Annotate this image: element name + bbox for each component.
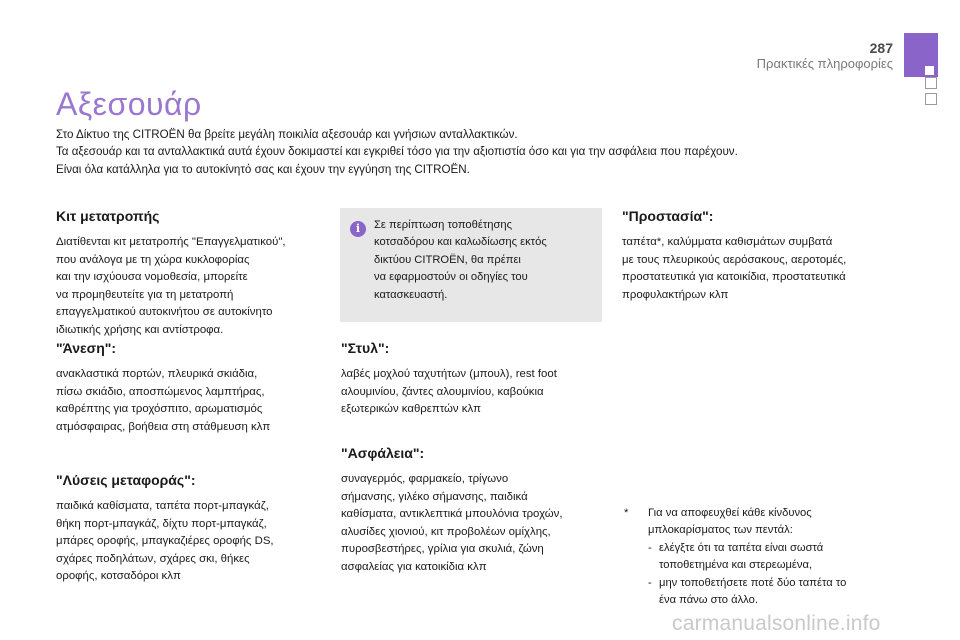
footnote-asterisk: * — [624, 507, 629, 519]
intro-line: Είναι όλα κατάλληλα για το αυτοκίνητό σας και έχουν την εγγύηση της CITROËN. — [56, 162, 470, 176]
body-line: θήκη πορτ-μπαγκάζ, δίχτυ πορτ-μπαγκάζ, — [56, 517, 267, 530]
note-line: να εφαρμοστούν οι οδηγίες του — [374, 271, 528, 284]
body-line: σχάρες ποδηλάτων, σχάρες σκι, θήκες — [56, 552, 250, 565]
section-heading: "Λύσεις μεταφοράς": — [56, 472, 196, 488]
section-body — [56, 366, 321, 436]
body-line: ασφαλείας για κατοικίδια κλπ — [341, 560, 487, 573]
section-protection — [622, 208, 892, 304]
body-line: καθρέπτης για τροχόσπιτο, αρωματισμός — [56, 403, 263, 416]
body-line: που ανάλογα με τη χώρα κυκλοφορίας — [56, 253, 250, 266]
footnote-intro — [624, 505, 894, 522]
info-note-box — [340, 208, 602, 322]
page-title: Αξεσουάρ — [56, 86, 202, 122]
section-transport-solutions — [56, 472, 321, 586]
body-line: αλυσίδες χιονιού, κιτ προβολέων ομίχλης, — [341, 525, 551, 538]
body-line: μπάρες οροφής, μπαγκαζιέρες οροφής DS, — [56, 535, 274, 548]
footnote-line: ελέγξτε ότι τα ταπέτα είναι σωστά — [659, 541, 824, 554]
section-heading: "Άνεση": — [56, 340, 117, 356]
section-body — [622, 234, 892, 304]
body-line: καθίσματα, αντικλεπτικά μπουλόνια τροχών, — [341, 508, 563, 521]
body-line: να προμηθευτείτε για τη μετατροπή — [56, 288, 234, 301]
section-heading: "Ασφάλεια": — [341, 445, 425, 461]
intro-line: Τα αξεσουάρ και τα ανταλλακτικά αυτά έχουν δοκιμαστεί και εγκριθεί τόσο για την αξιοπιστία όσο και για την ασφάλεια που παρέχουν. — [56, 145, 738, 159]
intro-paragraph — [56, 126, 856, 178]
accent-square — [925, 66, 934, 75]
footnote — [624, 505, 894, 609]
footnote-bullet-continued — [624, 557, 894, 574]
note-line: Σε περίπτωση τοποθέτησης — [374, 219, 512, 231]
body-line: οροφής, κοτσαδόροι κλπ — [56, 570, 181, 583]
section-safety — [341, 445, 606, 577]
body-line: και την ισχύουσα νομοθεσία, μπορείτε — [56, 271, 248, 284]
info-icon: i — [350, 221, 366, 237]
section-body — [56, 498, 321, 586]
side-marker-box — [925, 93, 937, 105]
footnote-bullet — [624, 575, 894, 592]
body-line: προστατευτικά για κατοικίδια, προστατευτικά — [622, 271, 846, 284]
body-line: παιδικά καθίσματα, ταπέτα πορτ-μπαγκάζ, — [56, 500, 269, 512]
body-line: σήμανσης, γιλέκο σήμανσης, παιδικά — [341, 490, 528, 503]
footnote-bullet — [624, 540, 894, 557]
section-comfort — [56, 340, 321, 436]
body-line: αλουμινίου, ζάντες αλουμινίου, καβούκια — [341, 385, 544, 398]
body-line: πυροσβεστήρες, γρίλια για σκυλιά, ζώνη — [341, 543, 544, 556]
footnote-line: τοποθετημένα και στερεωμένα, — [659, 559, 813, 572]
section-body — [56, 234, 321, 340]
body-line: με τους πλευρικούς αερόσακους, αεροτομές, — [622, 253, 847, 266]
section-body — [341, 366, 606, 419]
bullet-dash: - — [648, 541, 652, 554]
note-line: κοτσαδόρου και καλωδίωσης εκτός — [374, 236, 547, 249]
bullet-dash: - — [648, 576, 652, 589]
body-line: ατμόσφαιρας, βοήθεια στη στάθμευση κλπ — [56, 420, 271, 433]
intro-line: Στο Δίκτυο της CITROËN θα βρείτε μεγάλη ποικιλία αξεσουάρ και γνήσιων ανταλλακτικών. — [56, 128, 518, 141]
body-line: Διατίθενται κιτ μετατροπής "Επαγγελματικού", — [56, 236, 286, 248]
body-line: πίσω σκιάδιο, αποσπώμενος λαμπτήρας, — [56, 385, 265, 398]
watermark: carmanualsonline.info — [672, 612, 881, 635]
section-heading: "Στυλ": — [341, 340, 390, 356]
body-line: εξωτερικών καθρεπτών κλπ — [341, 403, 482, 416]
footnote-line: μην τοποθετήσετε ποτέ δύο ταπέτα το — [659, 576, 847, 589]
section-body — [341, 471, 606, 577]
body-line: επαγγελματικού αυτοκινήτου σε αυτοκίνητο — [56, 306, 273, 319]
body-line: προφυλακτήρων κλπ — [622, 288, 729, 301]
page-number: 287 — [869, 40, 893, 56]
section-heading: "Προστασία": — [622, 208, 714, 224]
footnote-line: μπλοκαρίσματος των πεντάλ: — [648, 524, 793, 537]
footnote-line: Για να αποφευχθεί κάθε κίνδυνος — [648, 507, 812, 519]
footnote-bullet-continued — [624, 592, 894, 609]
body-line: συναγερμός, φαρμακείο, τρίγωνο — [341, 473, 509, 485]
note-line: κατασκευαστή. — [374, 288, 448, 301]
note-line: δικτύου CITROËN, θα πρέπει — [374, 253, 521, 266]
section-title: Πρακτικές πληροφορίες — [756, 56, 893, 71]
body-line: ταπέτα*, καλύμματα καθισμάτων συμβατά — [622, 236, 833, 248]
footnote-line: ένα πάνω στο άλλο. — [659, 594, 758, 607]
body-line: ανακλαστικά πορτών, πλευρικά σκιάδια, — [56, 368, 258, 380]
section-style — [341, 340, 606, 419]
section-heading: Κιτ μετατροπής — [56, 208, 160, 224]
body-line: λαβές μοχλού ταχυτήτων (μπουλ), rest foot — [341, 368, 557, 380]
side-marker-box — [925, 77, 937, 89]
body-line: ιδιωτικής χρήσης και αντίστροφα. — [56, 323, 224, 336]
section-conversion-kits — [56, 208, 321, 340]
footnote-intro — [624, 522, 894, 539]
